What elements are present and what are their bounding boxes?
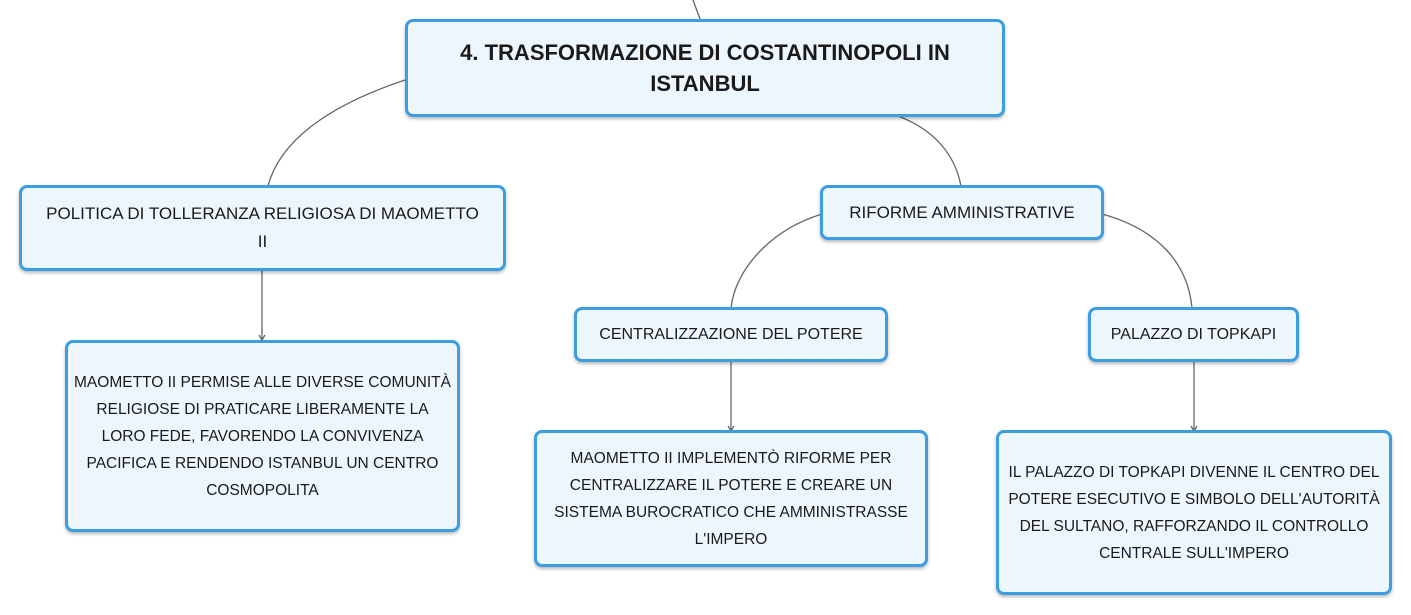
centralizzazione-potere-node[interactable]: [574, 307, 888, 362]
palazzo-topkapi-detail-text: IL PALAZZO DI TOPKAPI DIVENNE IL CENTRO DEL POTERE ESECUTIVO E SIMBOLO DELL'AUTORITÀ DEL SULTANO, RAFFORZANDO IL CONTROLLO CENTRALE SULL'IMPERO: [1008, 463, 1380, 562]
politica-tolleranza-detail-node[interactable]: [65, 340, 460, 532]
palazzo-topkapi-label: PALAZZO DI TOPKAPI: [1110, 325, 1277, 343]
centralizzazione-detail-text: MAOMETTO II IMPLEMENTÒ RIFORME PER CENTRALIZZARE IL POTERE E CREARE UN SISTEMA BUROCRATICO CHE AMMINISTRASSE L'IMPERO: [554, 449, 908, 548]
politica-tolleranza-label: POLITICA DI TOLLERANZA RELIGIOSA DI MAOMETTO II: [46, 204, 479, 251]
connector-incoming-root: [693, 0, 700, 19]
riforme-amministrative-label: RIFORME AMMINISTRATIVE: [849, 202, 1075, 222]
root-node[interactable]: [405, 19, 1005, 117]
connector-riforme-to-centralizzazione: [731, 214, 822, 308]
connector-root-to-riforme: [898, 116, 961, 186]
connector-root-to-politica: [268, 80, 405, 186]
politica-tolleranza-node[interactable]: [19, 185, 506, 271]
centralizzazione-potere-label: CENTRALIZZAZIONE DEL POTERE: [599, 325, 863, 343]
palazzo-topkapi-node[interactable]: [1088, 307, 1299, 362]
politica-tolleranza-detail-text: MAOMETTO II PERMISE ALLE DIVERSE COMUNITÀ RELIGIOSE DI PRATICARE LIBERAMENTE LA LORO FEDE, FAVORENDO LA CONVIVENZA PACIFICA E RENDENDO ISTANBUL UN CENTRO COSMOPOLITA: [74, 373, 451, 499]
palazzo-topkapi-detail-node[interactable]: [996, 430, 1392, 595]
connector-riforme-to-topkapi: [1102, 214, 1192, 308]
riforme-amministrative-node[interactable]: [820, 185, 1104, 240]
root-label: 4. TRASFORMAZIONE DI COSTANTINOPOLI IN ISTANBUL: [460, 40, 950, 96]
centralizzazione-detail-node[interactable]: [534, 430, 928, 567]
